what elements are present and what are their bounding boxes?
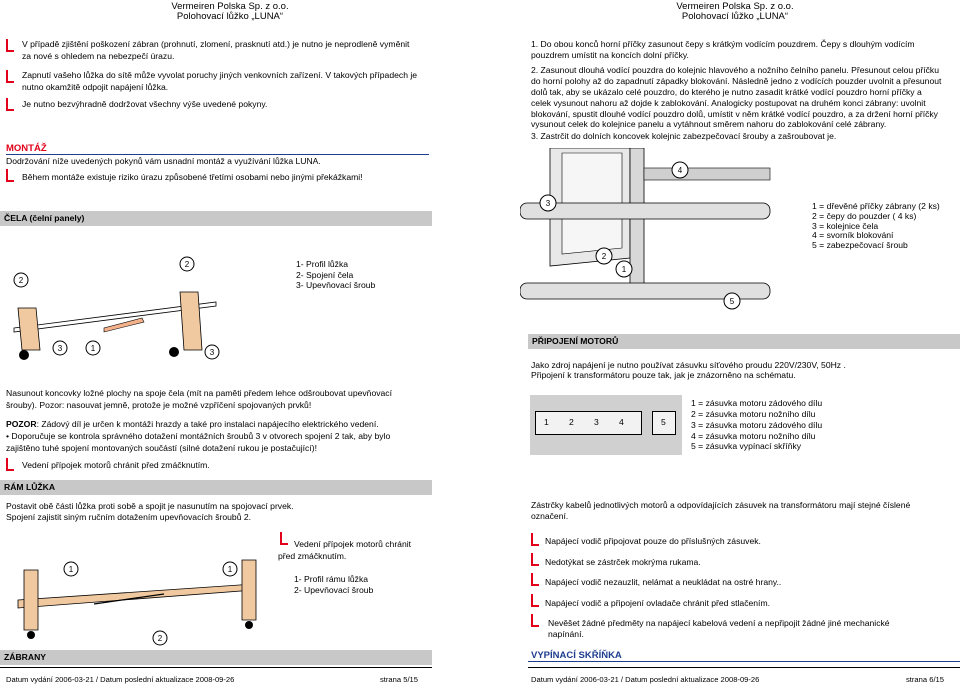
warning-observe: Je nutno bezvýhradně dodržovat všechny výše uvedené pokyny. — [22, 99, 268, 109]
cela-legend-2: 2- Spojení čela — [296, 270, 354, 280]
socket-legend-4: 4 = zásuvka motoru nožního dílu — [691, 431, 816, 441]
wheel-shape — [19, 350, 29, 360]
socket-group — [535, 411, 642, 435]
socket-number: 5 — [661, 417, 666, 427]
warning-icon — [6, 458, 14, 471]
montaz-text: Dodržování níže uvedených pokynů vám usnadní montáž a využívání lůžka LUNA. — [6, 156, 321, 166]
callout-number: 1 — [68, 565, 74, 574]
ram-legend-2: 2- Upevňovací šroub — [294, 585, 374, 595]
pripojeni-section-bar — [528, 334, 960, 349]
power-warning-4: Napájecí vodič a připojení ovladače chránit před stlačením. — [545, 598, 770, 608]
power-warning-1: Napájecí vodič připojovat pouze do příslušných zásuvek. — [545, 536, 761, 546]
zabrany-legend-4: 4 = svorník blokování — [812, 230, 894, 240]
pozor-text: : Zádový díl je určen k montáži hrazdy a také pro instalaci napájecího elektrického vedení. — [36, 419, 379, 429]
wheel-shape — [27, 631, 35, 639]
ram-legend-1: 1- Profil rámu lůžka — [294, 574, 369, 584]
socket-legend-1: 1 = zásuvka motoru zádového dílu — [691, 398, 823, 408]
right-header-company: Vermeiren Polska Sp. z o.o. — [676, 1, 794, 12]
warning-icon — [531, 614, 539, 627]
step-2-line6: vysunout celek do kolejnice panelu a vytáhnout směrem nahoru do zablokování celé zábrany. — [531, 119, 887, 129]
right-footer-page: strana 6/15 — [906, 675, 944, 684]
callout-number: 3 — [57, 344, 63, 353]
socket-legend-3: 3 = zásuvka motoru zádového dílu — [691, 420, 823, 430]
warning-icon — [6, 169, 14, 182]
step-2-line5: blokování, spustit dlouhé vodící pouzdro dolů, umístit v něm krátké vodící pouzdro, a za držení horní příčky — [531, 109, 938, 119]
warning-icon — [531, 594, 539, 607]
pozor-note — [6, 419, 379, 431]
ram-section-bar — [0, 480, 432, 495]
callout-number: 2 — [601, 252, 607, 261]
plug-text-line2: označení. — [531, 511, 569, 521]
pripojeni-text-line2: Připojení k transformátoru pouze tak, jak je znázorněno na schématu. — [531, 370, 796, 380]
ram-text-line1: Postavit obě části lůžka proti sobě a spojit je nasunutím na spojovací prvek. — [6, 501, 294, 511]
connector-shape — [104, 318, 144, 332]
power-warning-5-line2: napínání. — [548, 629, 584, 639]
zabrany-section-bar — [0, 650, 432, 665]
right-header-product: Polohovací lůžko „LUNA“ — [681, 11, 789, 22]
vypinaci-title: VYPÍNACÍ SKŘÍŇKA — [531, 650, 622, 661]
cela-legend-3: 3- Upevňovací šroub — [296, 280, 376, 290]
bullet-line1: • Doporučuje se kontrola správného dotažení montážních šroubů 3 v otvorech spojení 2 tak, aby bylo — [6, 431, 391, 441]
ram-title: RÁM LŮŽKA — [4, 482, 56, 492]
socket-number: 1 — [544, 417, 549, 427]
cela-text-line2: šrouby). Pozor: nasouvat jemně, protože je možné vzpříčení spojovaných prvků! — [6, 400, 312, 410]
warning-network-line1: Zapnutí vašeho lůžka do sítě může vyvolat poruchy jiných venkovních zařízení. V takových případech je — [22, 70, 418, 80]
ram-diagram — [4, 530, 274, 650]
montaz-title: MONTÁŽ — [6, 143, 47, 154]
warning-icon — [531, 573, 539, 586]
power-warning-3: Napájecí vodič nezauzlit, nelámat a neukládat na ostré hrany.. — [545, 577, 782, 587]
warning-icon — [6, 39, 14, 52]
headboard-left-shape — [18, 308, 40, 350]
cela-legend-1: 1- Profil lůžka — [296, 259, 349, 269]
right-footer-date: Datum vydání 2006-03-21 / Datum poslední aktualizace 2008-09-26 — [531, 675, 760, 684]
pripojeni-text-line1: Jako zdroj napájení je nutno používat zásuvku síťového proudu 220V/230V, 50Hz . — [531, 360, 846, 370]
callout-number: 1 — [621, 265, 627, 274]
zabrany-diagram — [520, 148, 790, 313]
left-header-product: Polohovací lůžko „LUNA“ — [176, 11, 284, 22]
callout-number: 2 — [184, 260, 190, 269]
cela-section-bar — [0, 211, 432, 226]
wheel-shape — [169, 347, 179, 357]
zabrany-legend-5: 5 = zabezpečovací šroub — [812, 240, 908, 250]
callout-number: 2 — [157, 634, 163, 643]
warning-icon — [531, 553, 539, 566]
frame-rail-shape — [18, 584, 254, 608]
frame-leg-shape — [242, 560, 256, 620]
callout-number: 3 — [209, 348, 215, 357]
socket-legend-5: 5 = zásuvka vypínací skříňky — [691, 441, 802, 451]
footer-divider — [528, 667, 960, 668]
pozor-label: POZOR — [6, 419, 37, 429]
zabrany-title: ZÁBRANY — [4, 652, 47, 662]
frame-leg-shape — [24, 570, 38, 630]
upper-bar-shape — [520, 203, 770, 219]
warning-damage-line2: za nové s ohledem na nebezpečí úrazu. — [22, 51, 175, 61]
left-footer-date: Datum vydání 2006-03-21 / Datum poslední aktualizace 2008-09-26 — [6, 675, 235, 684]
warning-damage-line1: V případě zjištění poškození zábran (prohnutí, zlomení, prasknutí atd.) je nutno je neprodleně vyměnit — [22, 39, 410, 49]
pripojeni-title: PŘIPOJENÍ MOTORŮ — [532, 336, 619, 346]
left-header — [170, 2, 290, 22]
footer-divider — [0, 667, 432, 668]
protect-warning: Vedení přípojek motorů chránit před zmáčknutím. — [22, 460, 210, 470]
step-2-line4: celek vysunout nahoru až dojde k zablokování. Analogicky postupovat na druhém konci zábrany: uvolnit — [531, 98, 926, 108]
ram-warning-line2: před zmáčknutím. — [278, 551, 347, 561]
divider — [6, 154, 429, 155]
step-1-line1: 1. Do obou konců horní příčky zasunout čepy s krátkým vodícím pouzdrem. Čepy s dlouhým vodícím — [531, 39, 915, 49]
step-2-line2: do horní polohy až do zapadnutí západky blokování. Následně jedno z vodících pouzder uvolnit a přesunout — [531, 76, 942, 86]
warning-icon — [531, 533, 539, 546]
cela-title: ČELA (čelní panely) — [4, 213, 85, 223]
ram-text-line2: Spojení zajistit siným ručním dotažením upevňovacích šroubů 2. — [6, 512, 252, 522]
step-1-line2: pouzdrem umístit na koncích dolní příčky. — [531, 50, 689, 60]
socket-number: 4 — [619, 417, 624, 427]
power-warning-5-line1: Nevěšet žádné předměty na napájecí kabelová vedení a nepřipojit žádné jiné mechanické — [548, 618, 890, 628]
headboard-right-shape — [180, 292, 202, 350]
transformer-box — [530, 395, 682, 455]
montaz-warning: Během montáže existuje riziko úrazu způsobené třetími osobami nebo jinými překážkami! — [22, 172, 363, 182]
right-header — [660, 2, 810, 22]
left-header-company: Vermeiren Polska Sp. z o.o. — [171, 1, 289, 12]
callout-number: 5 — [729, 297, 735, 306]
cela-diagram — [4, 238, 294, 368]
callout-number: 1 — [90, 344, 96, 353]
socket-number: 3 — [594, 417, 599, 427]
rail-shape — [630, 148, 644, 298]
callout-number: 3 — [545, 199, 551, 208]
warning-icon — [280, 532, 288, 545]
callout-number: 2 — [18, 276, 24, 285]
step-2-line3: dolů tak, aby se ukázalo celé pouzdro, do kterého je nutno zasadit krátké vodící pouzdro horní příčky a — [531, 87, 922, 97]
socket-legend-2: 2 = zásuvka motoru nožního dílu — [691, 409, 816, 419]
socket-5 — [652, 411, 676, 435]
cela-text-line1: Nasunout koncovky ložné plochy na spoje čela (mít na paměti předem lehce odšroubovat upevňovací — [6, 388, 392, 398]
zabrany-legend-3: 3 = kolejnice čela — [812, 221, 879, 231]
step-2-line1: 2. Zasunout dlouhá vodící pouzdra do kolejnic hlavového a nožního čelního panelu. Přesunout celou příčku — [531, 65, 940, 75]
warning-icon — [6, 98, 14, 111]
socket-number: 2 — [569, 417, 574, 427]
zabrany-legend-2: 2 = čepy do pouzder ( 4 ks) — [812, 211, 917, 221]
callout-number: 1 — [227, 565, 233, 574]
step-3: 3. Zastrčit do dolních koncovek kolejnic zabezpečovací šrouby a zašroubovat je. — [531, 131, 837, 141]
wheel-shape — [245, 621, 253, 629]
plug-text-line1: Zástrčky kabelů jednotlivých motorů a odpovídajících zásuvek na transformátoru mají stejné číslené — [531, 500, 911, 510]
rail-bracket-shape — [644, 168, 770, 180]
power-warning-2: Nedotýkat se zástrček mokrýma rukama. — [545, 557, 701, 567]
callout-number: 4 — [677, 166, 683, 175]
warning-icon — [6, 70, 14, 83]
left-footer-page: strana 5/15 — [380, 675, 418, 684]
warning-network-line2: nutno okamžitě odpojit napájení lůžka. — [22, 82, 169, 92]
ram-warning-line1: Vedení přípojek motorů chránit — [294, 539, 412, 549]
divider — [528, 661, 960, 662]
zabrany-legend-1: 1 = dřevěné příčky zábrany (2 ks) — [812, 201, 940, 211]
bullet-line2: zajištěno tuhé spojení montovaných součástí (silné dotažení rukou je postačující)! — [6, 443, 317, 453]
